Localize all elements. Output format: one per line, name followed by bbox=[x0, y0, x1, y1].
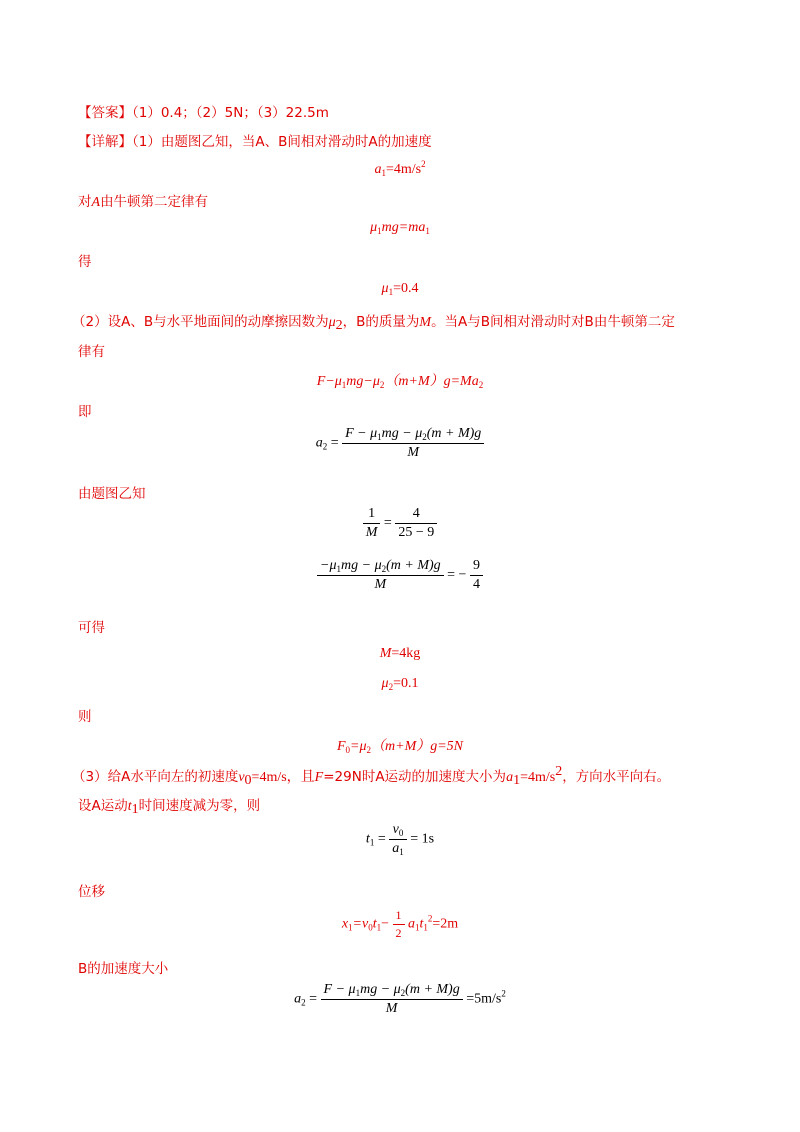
eq-a1-sup: 2 bbox=[421, 159, 426, 169]
eq-t1-rhs: = 1s bbox=[410, 831, 435, 847]
part2-M: M bbox=[419, 315, 432, 330]
eq-x1-c: − bbox=[381, 916, 389, 932]
eq-slope-den bbox=[363, 523, 381, 541]
detail-p1-intro: （1）由题图乙知，当A、B间相对滑动时A的加速度 bbox=[132, 134, 432, 150]
part3-t-sub: 1 bbox=[131, 802, 139, 817]
eq-t1-lhs: t bbox=[365, 831, 370, 847]
eq-int-den bbox=[317, 575, 444, 593]
part3-text-b: =4m/s，且 bbox=[251, 770, 315, 785]
eq-a2b-num-c: (m + M)g bbox=[405, 982, 460, 997]
part2-line-1 bbox=[72, 310, 675, 334]
part3-t: t bbox=[127, 799, 132, 814]
eq-F0-b: （m+M）g=5N bbox=[371, 739, 464, 754]
eq-t1-den-sub: 1 bbox=[399, 847, 404, 857]
equation-newton-a bbox=[0, 220, 800, 236]
part3-F: F bbox=[314, 770, 324, 785]
equation-F0 bbox=[0, 735, 800, 755]
eq-x1-fnum: 1 bbox=[395, 908, 402, 922]
eq-t1-num-sub: 0 bbox=[398, 828, 404, 838]
eq-F0-sub2: 2 bbox=[366, 745, 372, 755]
eq-a2b-lhs-sub: 2 bbox=[301, 997, 306, 1008]
for-a-post: 由牛顿第二定律有 bbox=[100, 194, 209, 210]
eq-int-eq: = − bbox=[447, 567, 467, 583]
eq-x1-es: 1 bbox=[423, 922, 428, 933]
eq-slope-rnum: 4 bbox=[412, 506, 420, 521]
part2-text-c: 。当A与B间相对滑动时对B由牛顿第二定 bbox=[431, 314, 675, 330]
eq-a2b-eq: = bbox=[309, 991, 318, 1007]
eq-a2-num-c: (m + M)g bbox=[426, 426, 482, 441]
eq-x1-a: =v bbox=[352, 916, 369, 932]
equation-mu1 bbox=[0, 281, 800, 297]
equation-a2-fraction bbox=[0, 426, 800, 461]
part3-line2-b: 时间速度减为零，则 bbox=[138, 798, 261, 814]
eq-a2-lhs-sub: 2 bbox=[322, 441, 328, 452]
eq-int-num-s2: 2 bbox=[381, 564, 387, 574]
detail-label: 【详解】 bbox=[78, 134, 132, 150]
eq-x1-ds: 1 bbox=[415, 922, 420, 933]
part3-v-sub: 0 bbox=[244, 773, 252, 788]
eq-n1-sub2: 1 bbox=[425, 226, 430, 236]
eq-F0-lhs: F bbox=[336, 739, 346, 754]
eq-t1-eq: = bbox=[377, 831, 386, 847]
eq-mu2-sub: 2 bbox=[388, 682, 394, 692]
eq-mu2-mu: μ bbox=[381, 676, 389, 691]
eq-t1-num-v: v bbox=[392, 822, 399, 837]
eq-int-num bbox=[317, 558, 444, 575]
part3-line-2 bbox=[78, 794, 260, 818]
eq-mu1-sub: 1 bbox=[388, 287, 394, 297]
eq-mu1-mu: μ bbox=[381, 281, 389, 296]
eq-M-lhs: M bbox=[379, 646, 392, 661]
eq-x1-bs: 1 bbox=[376, 922, 382, 933]
eq-x1-fden: 2 bbox=[393, 924, 405, 941]
eq-int-num-b: mg − μ bbox=[341, 558, 382, 573]
eq-n1-sub1: 1 bbox=[377, 226, 382, 236]
eq-int-rfrac bbox=[470, 558, 483, 593]
part3-text-c: =29N时A运动的加速度大小为 bbox=[323, 769, 507, 785]
part3-text-d: =4m/s bbox=[520, 770, 556, 785]
text-ze: 则 bbox=[78, 709, 92, 725]
text-from-graph: 由题图乙知 bbox=[78, 486, 146, 502]
eq-a2-num-b: mg − μ bbox=[381, 426, 423, 441]
eq-slope-rfrac bbox=[395, 506, 437, 541]
eq-M-rhs: =4kg bbox=[391, 646, 421, 661]
eq-t1-den bbox=[389, 839, 407, 857]
eq-a1-sub: 1 bbox=[381, 168, 386, 178]
eq-a2b-num-a: F − μ bbox=[323, 982, 356, 997]
answer-text: （1）0.4；（2）5N；（3）22.5m bbox=[132, 105, 329, 121]
eq-n2-s2: 2 bbox=[379, 380, 385, 390]
eq-a1-rhs: =4m/s bbox=[385, 162, 422, 177]
equation-intercept bbox=[0, 558, 800, 593]
eq-a2b-num-s2: 2 bbox=[400, 988, 406, 998]
eq-mu2-rhs: =0.1 bbox=[393, 676, 419, 691]
eq-x1-b: t bbox=[372, 916, 377, 932]
eq-x1-xs: 1 bbox=[348, 922, 353, 933]
eq-slope-eq: = bbox=[383, 515, 392, 531]
eq-a2b-frac bbox=[321, 982, 463, 1017]
text-weiyi: 位移 bbox=[78, 884, 105, 900]
eq-a2-den-text: M bbox=[407, 445, 420, 460]
eq-x1-x: x bbox=[341, 916, 349, 932]
eq-n1-mid: mg=ma bbox=[381, 220, 426, 235]
eq-slope-rden: 25 − 9 bbox=[395, 523, 437, 541]
eq-x1-e: t bbox=[419, 916, 424, 932]
part2-mu-sub: 2 bbox=[335, 318, 343, 333]
equation-a2-b bbox=[0, 982, 800, 1017]
eq-x1-as: 0 bbox=[368, 922, 373, 933]
part2-line-2: 律有 bbox=[78, 344, 105, 360]
eq-int-num-a: −μ bbox=[320, 558, 337, 573]
part3-line-1 bbox=[72, 764, 670, 789]
eq-slope-den-text: M bbox=[365, 525, 378, 540]
eq-a2b-den bbox=[321, 999, 463, 1017]
eq-slope-lfrac bbox=[363, 506, 381, 541]
eq-a2b-lhs: a bbox=[294, 991, 302, 1007]
eq-a2-num-s1: 1 bbox=[377, 432, 382, 442]
text-ji: 即 bbox=[78, 404, 92, 420]
eq-x1-f: =2m bbox=[432, 916, 459, 932]
eq-n2-t2: mg−μ bbox=[346, 374, 380, 389]
eq-t1-den-a: a bbox=[392, 841, 400, 856]
eq-n2-s1: 1 bbox=[341, 380, 347, 390]
part3-sup: 2 bbox=[555, 764, 563, 779]
eq-a2b-num-b: mg − μ bbox=[360, 982, 401, 997]
eq-slope-num: 1 bbox=[368, 506, 376, 521]
eq-a2-frac bbox=[342, 426, 484, 461]
eq-x1-sup: 2 bbox=[427, 913, 433, 924]
eq-a1-var: a bbox=[374, 162, 382, 177]
eq-t1-frac bbox=[389, 822, 407, 857]
eq-a2-num-a: F − μ bbox=[345, 426, 378, 441]
part2-text-a: （2）设A、B与水平地面间的动摩擦因数为 bbox=[72, 314, 329, 330]
eq-a2b-num bbox=[321, 982, 463, 999]
equation-t1 bbox=[0, 822, 800, 857]
eq-a2-num-s2: 2 bbox=[422, 432, 427, 442]
equation-mu2 bbox=[0, 676, 800, 692]
eq-mu1-rhs: =0.4 bbox=[393, 281, 419, 296]
eq-a2-num bbox=[342, 426, 484, 443]
eq-t1-num bbox=[389, 822, 407, 839]
eq-n2-s3: 2 bbox=[478, 380, 484, 390]
eq-F0-a: =μ bbox=[350, 739, 367, 754]
answer-line bbox=[78, 101, 329, 122]
eq-a2b-den-text: M bbox=[385, 1001, 398, 1016]
equation-x1 bbox=[0, 908, 800, 941]
part3-v: v bbox=[238, 770, 245, 785]
eq-a2-eq: = bbox=[330, 435, 339, 451]
eq-int-den-text: M bbox=[374, 577, 387, 592]
part3-a1: a bbox=[506, 770, 514, 785]
eq-x1-frac bbox=[393, 908, 405, 941]
text-kede: 可得 bbox=[78, 620, 105, 636]
eq-int-num-s1: 1 bbox=[336, 564, 342, 574]
eq-a2-lhs: a bbox=[315, 435, 323, 451]
for-a-pre: 对 bbox=[78, 194, 92, 210]
part2-mu: μ bbox=[328, 315, 336, 330]
eq-n2-t3: （m+M）g=Ma bbox=[384, 374, 479, 389]
eq-a2b-num-s1: 1 bbox=[355, 988, 361, 998]
part3-text-e: ，方向水平向右。 bbox=[562, 769, 671, 785]
eq-int-lfrac bbox=[317, 558, 444, 593]
text-get: 得 bbox=[78, 254, 92, 270]
eq-n2-t1: F−μ bbox=[316, 374, 342, 389]
answer-label: 【答案】 bbox=[78, 105, 132, 121]
equation-M bbox=[0, 646, 800, 662]
part3-line2-a: 设A运动 bbox=[78, 798, 128, 814]
part3-a1-sub: 1 bbox=[513, 773, 521, 788]
eq-a2b-rhs: =5m/s bbox=[466, 991, 502, 1007]
eq-int-rden: 4 bbox=[470, 575, 483, 593]
eq-x1-d: a bbox=[408, 916, 415, 932]
for-a-var: A bbox=[91, 195, 101, 210]
eq-int-num-c: (m + M)g bbox=[386, 558, 441, 573]
eq-n1-mu: μ bbox=[370, 220, 378, 235]
equation-newton-b bbox=[0, 370, 800, 390]
equation-a1 bbox=[0, 159, 800, 178]
eq-F0-sub: 0 bbox=[345, 745, 351, 755]
line-for-a bbox=[78, 190, 208, 211]
detail-line-1 bbox=[78, 130, 432, 151]
text-b-acc: B的加速度大小 bbox=[78, 961, 169, 977]
part3-text-a: （3）给A水平向左的初速度 bbox=[72, 769, 239, 785]
eq-a2-den bbox=[342, 443, 484, 461]
eq-int-rnum: 9 bbox=[472, 558, 480, 573]
part2-text-b: ，B的质量为 bbox=[342, 314, 420, 330]
eq-t1-lhs-sub: 1 bbox=[369, 837, 375, 848]
equation-slope bbox=[0, 506, 800, 541]
eq-a2b-sup: 2 bbox=[501, 988, 506, 999]
